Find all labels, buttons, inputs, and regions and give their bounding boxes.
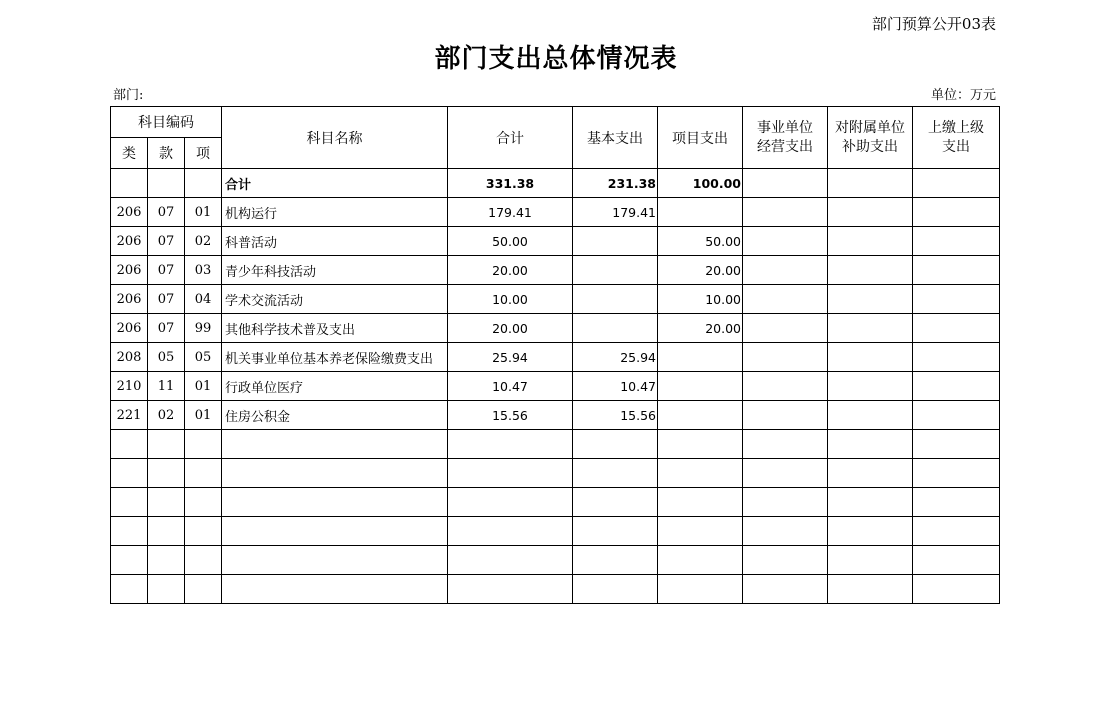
- row-total: 10.00: [448, 285, 573, 314]
- row-business: [743, 285, 828, 314]
- empty-cell: [913, 430, 1000, 459]
- header-project: 项目支出: [658, 107, 743, 169]
- empty-cell: [658, 488, 743, 517]
- row-business: [743, 372, 828, 401]
- empty-cell: [743, 546, 828, 575]
- row-subsidiary: [828, 227, 913, 256]
- table-row: [111, 343, 1000, 372]
- row-class-code: 208: [111, 343, 148, 372]
- empty-cell: [222, 459, 448, 488]
- header-basic: 基本支出: [573, 107, 658, 169]
- page-title: 部门支出总体情况表: [434, 44, 678, 74]
- row-subject-name: 住房公积金: [222, 401, 448, 430]
- row-upper: [913, 343, 1000, 372]
- header-item: 项: [185, 138, 222, 169]
- row-class-code: 206: [111, 227, 148, 256]
- row-upper: [913, 401, 1000, 430]
- header-subsidiary: 对附属单位补助支出: [828, 107, 913, 169]
- empty-cell: [913, 517, 1000, 546]
- row-business: [743, 256, 828, 285]
- empty-row: [111, 575, 1000, 604]
- row-project: [658, 372, 743, 401]
- empty-cell: [448, 575, 573, 604]
- empty-cell: [828, 488, 913, 517]
- row-class-code: 210: [111, 372, 148, 401]
- empty-cell: [828, 546, 913, 575]
- empty-cell: [448, 459, 573, 488]
- empty-cell: [448, 517, 573, 546]
- row-upper: [913, 314, 1000, 343]
- empty-cell: [111, 459, 148, 488]
- table-row: [111, 227, 1000, 256]
- total-xiang: [185, 169, 222, 198]
- empty-cell: [743, 575, 828, 604]
- empty-cell: [185, 459, 222, 488]
- header-subject-name: 科目名称: [222, 107, 448, 169]
- row-subject-name: 学术交流活动: [222, 285, 448, 314]
- empty-cell: [743, 488, 828, 517]
- row-project: 20.00: [658, 256, 743, 285]
- row-total: 179.41: [448, 198, 573, 227]
- total-kuan: [148, 169, 185, 198]
- row-business: [743, 314, 828, 343]
- row-subsidiary: [828, 372, 913, 401]
- row-class-code: 206: [111, 198, 148, 227]
- row-project: 10.00: [658, 285, 743, 314]
- row-item-code: 02: [185, 227, 222, 256]
- row-section-code: 05: [148, 343, 185, 372]
- row-subsidiary: [828, 401, 913, 430]
- empty-cell: [111, 546, 148, 575]
- empty-cell: [448, 488, 573, 517]
- row-subject-name: 青少年科技活动: [222, 256, 448, 285]
- empty-cell: [111, 575, 148, 604]
- empty-cell: [148, 517, 185, 546]
- empty-cell: [185, 546, 222, 575]
- total-amount: 331.38: [448, 169, 573, 198]
- empty-cell: [573, 546, 658, 575]
- row-basic: 10.47: [573, 372, 658, 401]
- empty-cell: [913, 459, 1000, 488]
- empty-cell: [448, 546, 573, 575]
- row-basic: [573, 256, 658, 285]
- row-total: 20.00: [448, 256, 573, 285]
- row-business: [743, 198, 828, 227]
- row-subject-name: 科普活动: [222, 227, 448, 256]
- row-project: [658, 343, 743, 372]
- row-item-code: 01: [185, 401, 222, 430]
- empty-cell: [448, 430, 573, 459]
- empty-cell: [913, 488, 1000, 517]
- empty-row: [111, 546, 1000, 575]
- total-basic: 231.38: [573, 169, 658, 198]
- empty-row: [111, 430, 1000, 459]
- header-upper: 上缴上级支出: [913, 107, 1000, 169]
- row-upper: [913, 256, 1000, 285]
- empty-cell: [913, 575, 1000, 604]
- header-class: 类: [111, 138, 148, 169]
- empty-cell: [148, 488, 185, 517]
- row-section-code: 07: [148, 256, 185, 285]
- empty-cell: [222, 430, 448, 459]
- row-business: [743, 227, 828, 256]
- empty-cell: [658, 430, 743, 459]
- total-business: [743, 169, 828, 198]
- empty-cell: [828, 459, 913, 488]
- unit-label: 单位：万元: [930, 88, 996, 103]
- row-subject-name: 机关事业单位基本养老保险缴费支出: [222, 343, 448, 372]
- table-row: [111, 198, 1000, 227]
- total-project: 100.00: [658, 169, 743, 198]
- row-item-code: 03: [185, 256, 222, 285]
- empty-cell: [185, 430, 222, 459]
- row-subsidiary: [828, 198, 913, 227]
- row-upper: [913, 285, 1000, 314]
- row-business: [743, 401, 828, 430]
- row-project: [658, 401, 743, 430]
- row-subsidiary: [828, 285, 913, 314]
- row-section-code: 11: [148, 372, 185, 401]
- row-item-code: 01: [185, 372, 222, 401]
- row-total: 25.94: [448, 343, 573, 372]
- total-upper: [913, 169, 1000, 198]
- empty-cell: [573, 575, 658, 604]
- header-business: 事业单位经营支出: [743, 107, 828, 169]
- row-project: 20.00: [658, 314, 743, 343]
- empty-cell: [743, 459, 828, 488]
- total-row: [111, 169, 1000, 198]
- row-project: [658, 198, 743, 227]
- table-row: [111, 401, 1000, 430]
- row-project: 50.00: [658, 227, 743, 256]
- empty-cell: [658, 575, 743, 604]
- row-basic: 179.41: [573, 198, 658, 227]
- empty-row: [111, 459, 1000, 488]
- empty-cell: [185, 517, 222, 546]
- empty-cell: [222, 488, 448, 517]
- total-cls: [111, 169, 148, 198]
- table-row: [111, 285, 1000, 314]
- empty-cell: [743, 517, 828, 546]
- empty-cell: [148, 430, 185, 459]
- empty-cell: [913, 546, 1000, 575]
- row-item-code: 04: [185, 285, 222, 314]
- header-total: 合计: [448, 107, 573, 169]
- header-row: [111, 107, 1000, 138]
- total-name: 合计: [222, 169, 448, 198]
- empty-cell: [573, 430, 658, 459]
- empty-cell: [573, 488, 658, 517]
- row-total: 20.00: [448, 314, 573, 343]
- row-section-code: 07: [148, 227, 185, 256]
- row-basic: [573, 285, 658, 314]
- empty-cell: [111, 488, 148, 517]
- form-number: 部门预算公开03表: [871, 15, 996, 33]
- empty-cell: [573, 459, 658, 488]
- empty-cell: [828, 575, 913, 604]
- empty-cell: [148, 575, 185, 604]
- department-label: 部门:: [113, 88, 144, 103]
- empty-cell: [185, 575, 222, 604]
- empty-cell: [828, 517, 913, 546]
- total-subsidiary: [828, 169, 913, 198]
- empty-cell: [222, 575, 448, 604]
- row-item-code: 01: [185, 198, 222, 227]
- row-subject-name: 其他科学技术普及支出: [222, 314, 448, 343]
- row-section-code: 07: [148, 285, 185, 314]
- header-subject-code: 科目编码: [111, 107, 222, 138]
- row-class-code: 221: [111, 401, 148, 430]
- table-row: [111, 314, 1000, 343]
- row-business: [743, 343, 828, 372]
- empty-cell: [222, 546, 448, 575]
- row-upper: [913, 227, 1000, 256]
- row-basic: [573, 314, 658, 343]
- empty-cell: [148, 459, 185, 488]
- row-section-code: 07: [148, 198, 185, 227]
- table-row: [111, 256, 1000, 285]
- empty-cell: [743, 430, 828, 459]
- row-section-code: 07: [148, 314, 185, 343]
- row-subsidiary: [828, 256, 913, 285]
- row-section-code: 02: [148, 401, 185, 430]
- row-subject-name: 机构运行: [222, 198, 448, 227]
- empty-cell: [658, 517, 743, 546]
- empty-cell: [111, 517, 148, 546]
- row-subsidiary: [828, 343, 913, 372]
- empty-cell: [222, 517, 448, 546]
- row-item-code: 05: [185, 343, 222, 372]
- row-class-code: 206: [111, 314, 148, 343]
- row-basic: 15.56: [573, 401, 658, 430]
- row-total: 15.56: [448, 401, 573, 430]
- table-row: [111, 372, 1000, 401]
- empty-cell: [658, 546, 743, 575]
- empty-cell: [658, 459, 743, 488]
- empty-cell: [111, 430, 148, 459]
- row-class-code: 206: [111, 285, 148, 314]
- empty-row: [111, 517, 1000, 546]
- row-subsidiary: [828, 314, 913, 343]
- empty-cell: [148, 546, 185, 575]
- row-total: 50.00: [448, 227, 573, 256]
- empty-cell: [828, 430, 913, 459]
- empty-cell: [185, 488, 222, 517]
- header-section: 款: [148, 138, 185, 169]
- row-class-code: 206: [111, 256, 148, 285]
- expenditure-table: [110, 106, 1000, 604]
- row-subject-name: 行政单位医疗: [222, 372, 448, 401]
- empty-row: [111, 488, 1000, 517]
- row-upper: [913, 198, 1000, 227]
- row-basic: [573, 227, 658, 256]
- row-upper: [913, 372, 1000, 401]
- row-basic: 25.94: [573, 343, 658, 372]
- row-item-code: 99: [185, 314, 222, 343]
- empty-cell: [573, 517, 658, 546]
- row-total: 10.47: [448, 372, 573, 401]
